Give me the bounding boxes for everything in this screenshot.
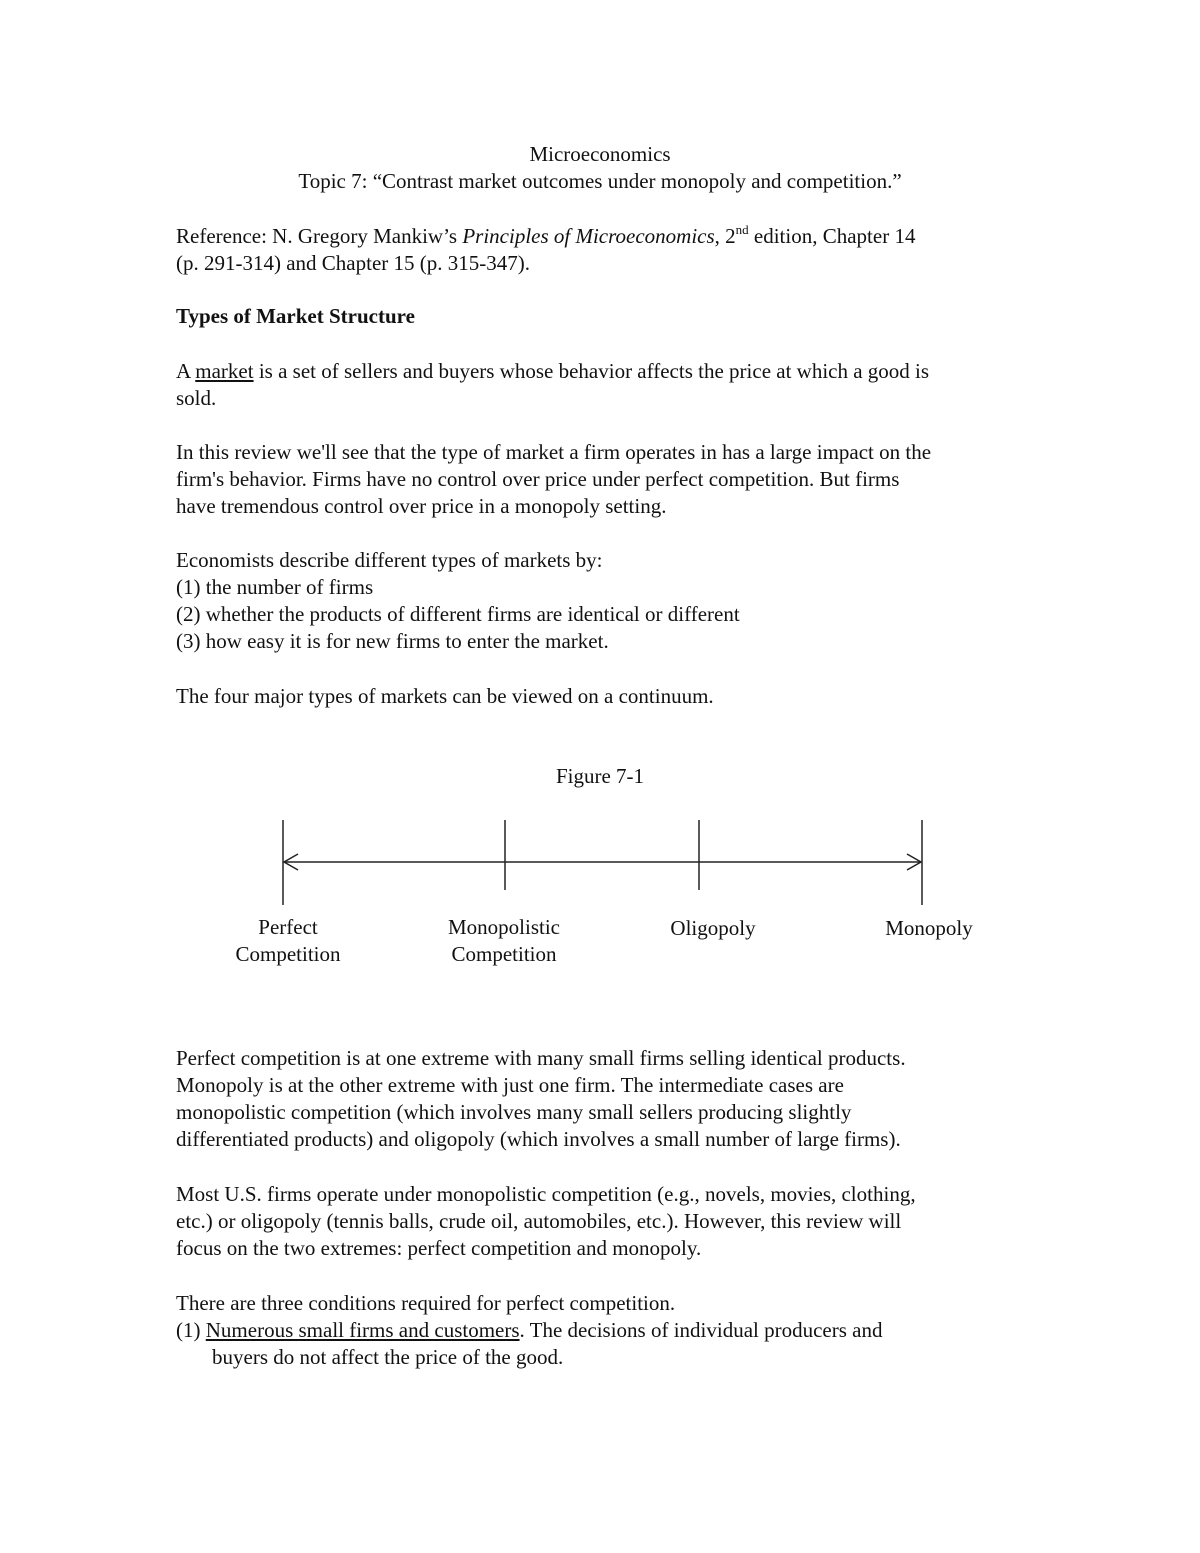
describe-line: (3) how easy it is for new firms to enter the market. xyxy=(176,629,609,653)
describe-line: (1) the number of firms xyxy=(176,575,374,599)
extremes-line: Perfect competition is at one extreme with many small firms selling identical products. xyxy=(176,1046,906,1070)
describe-line: (2) whether the products of different firms are identical or different xyxy=(176,602,740,626)
figure-title: Figure 7-1 xyxy=(555,764,645,788)
label-line-1: Monopolistic xyxy=(447,915,560,939)
market-def-rest: is a set of sellers and buyers whose behavior affects the price at which a good is xyxy=(253,359,930,383)
reference-book-title: Principles of Microeconomics xyxy=(462,224,715,248)
label-oligopoly xyxy=(613,915,813,942)
market-term: market xyxy=(195,359,254,383)
reference-edition-num: , 2 xyxy=(714,224,736,248)
review-line: have tremendous control over price in a monopoly setting. xyxy=(176,494,667,518)
condition-item-term: Numerous small firms and customers xyxy=(205,1318,520,1342)
section-heading: Types of Market Structure xyxy=(176,304,415,328)
label-line-2: Competition xyxy=(451,942,557,966)
us-firms-line: focus on the two extremes: perfect competition and monopoly. xyxy=(176,1236,702,1260)
market-def-a: A xyxy=(176,359,196,383)
extremes-line: Monopoly is at the other extreme with just one firm. The intermediate cases are xyxy=(176,1073,844,1097)
us-firms-paragraph xyxy=(176,1181,1056,1262)
label-line-1: Monopoly xyxy=(885,916,973,940)
label-monopolistic-competition xyxy=(404,914,604,968)
reference-line-2: (p. 291-314) and Chapter 15 (p. 315-347). xyxy=(176,251,531,275)
label-perfect-competition xyxy=(188,914,388,968)
condition-item-rest: . The decisions of individual producers and xyxy=(519,1318,883,1342)
conditions-intro: There are three conditions required for perfect competition. xyxy=(176,1291,676,1315)
condition-item-1 xyxy=(176,1317,1056,1344)
condition-item-1-line-2: buyers do not affect the price of the good. xyxy=(212,1345,564,1369)
topic-text: Topic 7: “Contrast market outcomes under monopoly and competition.” xyxy=(298,169,902,193)
continuum-intro: The four major types of markets can be viewed on a continuum. xyxy=(176,684,714,708)
condition-item-number: (1) xyxy=(176,1318,206,1342)
describe-line: Economists describe different types of markets by: xyxy=(176,548,603,572)
review-line: In this review we'll see that the type of market a firm operates in has a large impact on the xyxy=(176,440,932,464)
us-firms-line: Most U.S. firms operate under monopolistic competition (e.g., novels, movies, clothing, xyxy=(176,1182,916,1206)
extremes-line: differentiated products) and oligopoly (which involves a small number of large firms). xyxy=(176,1127,901,1151)
extremes-line: monopolistic competition (which involves many small sellers producing slightly xyxy=(176,1100,852,1124)
review-line: firm's behavior. Firms have no control over price under perfect competition. But firms xyxy=(176,467,900,491)
label-monopoly xyxy=(829,915,1029,942)
extremes-paragraph xyxy=(176,1045,1056,1153)
us-firms-line: etc.) or oligopoly (tennis balls, crude oil, automobiles, etc.). However, this review will xyxy=(176,1209,902,1233)
reference-edition-rest: edition, Chapter 14 xyxy=(748,224,916,248)
label-line-1: Perfect xyxy=(258,915,318,939)
label-line-1: Oligopoly xyxy=(670,916,756,940)
label-line-2: Competition xyxy=(235,942,341,966)
market-def-line-2: sold. xyxy=(176,386,217,410)
reference-edition-sup: nd xyxy=(735,222,749,237)
reference-prefix: Reference: N. Gregory Mankiw’s xyxy=(176,224,463,248)
conditions-paragraph xyxy=(176,1290,1056,1371)
title-text: Microeconomics xyxy=(529,142,671,166)
